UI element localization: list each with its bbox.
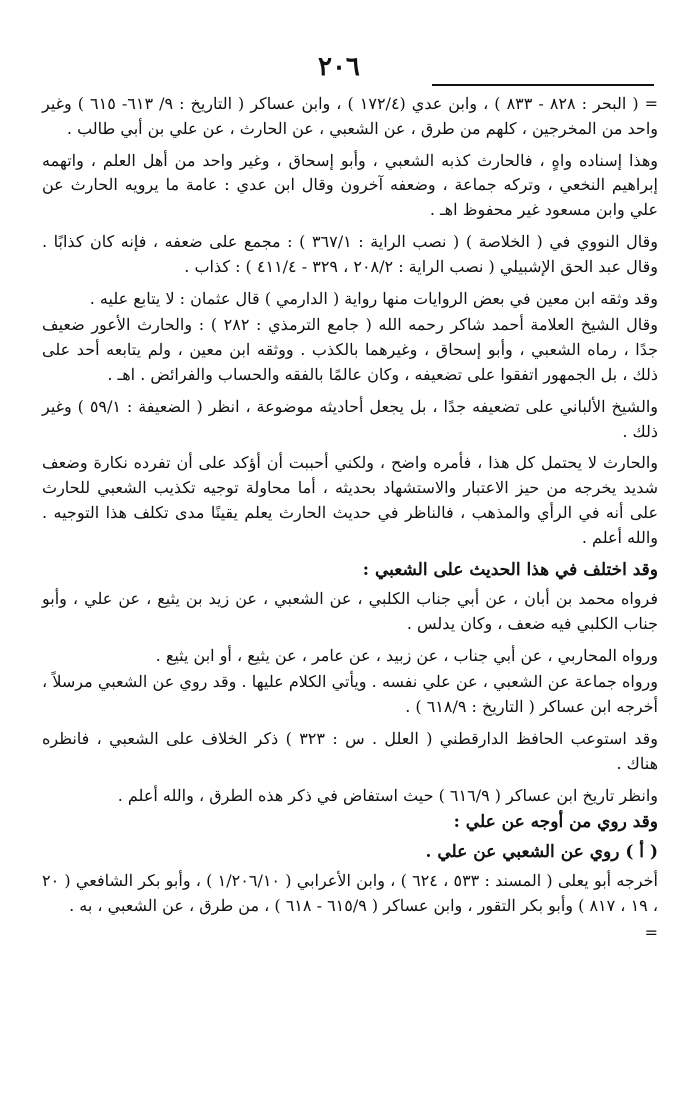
paragraph: وهذا إسناده واهٍ ، فالحارث كذبه الشعبي ، وأبو إسحاق ، وغير واحد من أهل العلم ، واتهمه إبراهيم النخعي ، وتركه جماعة ، وضعفه آخرون وقال ابن عدي : عامة ما يرويه الحارث عن علي وابن مسعود غير محفوظ اهـ .: [42, 150, 658, 220]
paragraph: أخرجه أبو يعلى ( المسند : ٥٣٣ ، ٦٢٤ ) ، وابن الأعرابي ( ١/٢٠٦/١٠ ) ، وأبو بكر الشافعي ( ٢٠ ، ١٩ ، ٨١٧ ) وأبو بكر التقور ، وابن عساكر ( ٦١٥/٩ - ٦١٨ ) ، من طرق ، عن الشعبي ، به .: [42, 871, 658, 916]
paragraph: وانظر تاريخ ابن عساكر ( ٦١٦/٩ ) حيث استفاض في ذكر هذه الطرق ، والله أعلم .: [117, 785, 658, 805]
paragraph: وقال النووي في ( الخلاصة ) ( نصب الراية : ٣٦٧/١ ) : مجمع على ضعفه ، فإنه كان كذابًا . وقال عبد الحق الإشبيلي ( نصب الراية : ٢٠٨/٢ ، ٣٢٩ - ٤١١/٤ ) : كذاب .: [42, 231, 658, 276]
continuation-mark: =: [644, 923, 658, 943]
page-number: ٢٠٦: [318, 52, 360, 82]
header-rule: [432, 84, 654, 86]
paragraph: والحارث لا يحتمل كل هذا ، فأمره واضح ، ولكني أحببت أن أؤكد على أن تفرده نكارة وضعف شديد يخرجه من حيز الاعتبار والاستشهاد بحديثه ، أما محاولة توجيه تكذيب الشعبي للحارث على أنه في الرأي والمذهب ، فالناظر في حديث الحارث يعلم يقينًا مدى تكلف هذا التوجيه . والله أعلم .: [42, 453, 658, 547]
subsection-heading: ( أ ) روي عن الشعبي عن علي .: [425, 841, 658, 862]
paragraph: والشيخ الألباني على تضعيفه جدًا ، بل يجعل أحاديثه موضوعة ، انظر ( الضعيفة : ٥٩/١ ) وغير ذلك .: [42, 396, 658, 441]
paragraph: ورواه المحاربي ، عن أبي جناب ، عن زبيد ، عن عامر ، عن يثيع ، أو ابن يثيع .: [155, 645, 658, 665]
paragraph: وقد استوعب الحافظ الدارقطني ( العلل . س : ٣٢٣ ) ذكر الخلاف على الشعبي ، فانظره هناك .: [42, 729, 658, 773]
paragraph: = ( البحر : ٨٢٨ - ٨٣٣ ) ، وابن عدي (١٧٢/٤ ) ، وابن عساكر ( التاريخ : ٩/ ٦١٣- ٦١٥ ) وغير واحد من المخرجين ، كلهم من طرق ، عن الشعبي ، عن الحارث ، عن علي بن أبي طالب .: [42, 94, 659, 138]
paragraph: ورواه جماعة عن الشعبي ، عن علي نفسه . ويأتي الكلام عليها . وقد روي عن الشعبي مرسلاً ، أخرجه ابن عساكر ( التاريخ : ٦١٨/٩ ) .: [42, 672, 658, 717]
section-heading: وقد اختلف في هذا الحديث على الشعبي :: [362, 559, 658, 580]
paragraph: وقد وثقه ابن معين في بعض الروايات منها رواية ( الدارمي ) قال عثمان : لا يتابع عليه .: [89, 288, 658, 308]
section-heading: وقد روي من أوجه عن علي :: [453, 812, 658, 833]
page-content: [42, 92, 658, 953]
paragraph: وقال الشيخ العلامة أحمد شاكر رحمه الله ( جامع الترمذي : ٢٨٢ ) : والحارث الأعور ضعيف جدًا ، رماه الشعبي ، وأبو إسحاق ، وغيرهما بالكذب . ووثقه ابن معين ، ولم يتابعه أحد على ذلك ، بل الجمهور اتفقوا على تضعيفه ، وكان عالمًا بالفقه والحساب والفرائض . اهـ .: [42, 315, 659, 384]
paragraph: فرواه محمد بن أبان ، عن أبي جناب الكلبي ، عن الشعبي ، عن زيد بن يثيع ، عن علي ، وأبو جناب الكلبي فيه ضعف ، وكان يدلس .: [42, 589, 659, 633]
